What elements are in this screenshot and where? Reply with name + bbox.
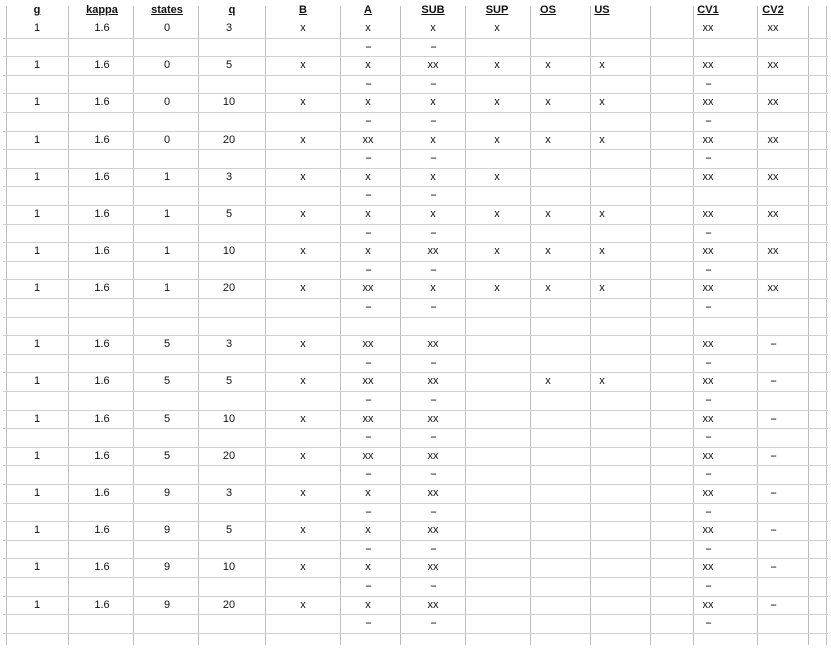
table-cell-b: x (300, 59, 306, 72)
table-cell-sub: -- (430, 226, 436, 239)
row-divider (3, 75, 828, 76)
table-cell-sup: x (494, 96, 500, 109)
table-cell-sub: x (430, 170, 436, 183)
table-cell-cv1: xx (702, 412, 714, 425)
table-cell-sub: -- (430, 40, 436, 53)
table-cell-cv1: -- (705, 542, 711, 555)
table-cell-q: 3 (225, 338, 233, 351)
table-cell-sup: x (494, 282, 500, 295)
table-cell-cv1: xx (702, 598, 714, 611)
table-cell-kappa: 1.6 (94, 561, 110, 574)
table-cell-states: 5 (163, 338, 171, 351)
column-divider (68, 6, 69, 645)
table-cell-a: xx (362, 338, 374, 351)
table-cell-cv2: -- (770, 412, 776, 425)
table-cell-states: 9 (163, 561, 171, 574)
row-divider (3, 279, 828, 280)
row-divider (3, 596, 828, 597)
table-cell-g: 1 (33, 561, 41, 574)
table-cell-b: x (300, 96, 306, 109)
table-cell-sub: -- (430, 77, 436, 90)
table-cell-states: 0 (163, 133, 171, 146)
row-divider (3, 614, 828, 615)
table-cell-us: x (599, 208, 605, 220)
table-cell-b: x (300, 561, 306, 574)
table-cell-states: 9 (163, 487, 171, 499)
column-divider (826, 6, 827, 645)
table-cell-g: 1 (33, 412, 41, 425)
table-cell-a: x (365, 245, 371, 258)
column-header-a: A (364, 4, 372, 16)
table-cell-b: x (300, 487, 306, 499)
table-cell-states: 9 (163, 524, 171, 537)
table-cell-os: x (545, 133, 551, 146)
table-cell-a: xx (362, 449, 374, 462)
table-cell-cv1: -- (705, 301, 711, 313)
table-cell-kappa: 1.6 (94, 412, 110, 425)
table-cell-cv1: xx (702, 282, 714, 295)
table-cell-os: x (545, 208, 551, 220)
table-cell-q: 5 (225, 524, 233, 537)
table-cell-sub: xx (427, 245, 439, 258)
table-cell-states: 1 (163, 245, 171, 258)
column-header-os: OS (540, 4, 556, 16)
table-cell-b: x (300, 22, 306, 34)
table-cell-g: 1 (33, 375, 41, 388)
table-cell-cv1: -- (705, 468, 711, 481)
row-divider (3, 131, 828, 132)
table-cell-kappa: 1.6 (94, 598, 110, 611)
row-divider (3, 298, 828, 299)
table-cell-cv2: -- (770, 487, 776, 499)
table-cell-q: 10 (222, 561, 236, 574)
table-cell-cv2: xx (767, 22, 779, 34)
table-cell-kappa: 1.6 (94, 96, 110, 109)
column-divider (693, 6, 694, 645)
table-cell-cv2: -- (770, 598, 776, 611)
row-divider (3, 484, 828, 485)
table-cell-a: x (365, 170, 371, 183)
table-cell-g: 1 (33, 338, 41, 351)
table-cell-g: 1 (33, 22, 41, 34)
column-divider (590, 6, 591, 645)
table-cell-sup: x (494, 208, 500, 220)
row-divider (3, 186, 828, 187)
table-cell-cv2: xx (767, 282, 779, 295)
row-divider (3, 261, 828, 262)
table-cell-sub: xx (427, 561, 439, 574)
table-cell-sub: -- (430, 431, 436, 444)
table-cell-a: -- (365, 542, 371, 555)
row-divider (3, 224, 828, 225)
table-cell-sub: -- (430, 580, 436, 592)
table-cell-kappa: 1.6 (94, 245, 110, 258)
table-cell-g: 1 (33, 598, 41, 611)
table-cell-a: -- (365, 263, 371, 276)
row-divider (3, 410, 828, 411)
table-cell-cv2: -- (770, 338, 776, 351)
row-divider (3, 112, 828, 113)
table-cell-sub: xx (427, 487, 439, 499)
table-cell-a: -- (365, 468, 371, 481)
table-cell-b: x (300, 338, 306, 351)
table-cell-sup: x (494, 170, 500, 183)
column-divider (757, 6, 758, 645)
table-cell-a: xx (362, 133, 374, 146)
table-cell-kappa: 1.6 (94, 375, 110, 388)
table-cell-q: 3 (225, 22, 233, 34)
column-header-cv2: CV2 (762, 4, 784, 16)
table-cell-us: x (599, 375, 605, 388)
table-cell-a: -- (365, 394, 371, 406)
table-cell-cv1: -- (705, 263, 711, 276)
table-cell-sup: x (494, 22, 500, 34)
table-cell-a: x (365, 561, 371, 574)
table-cell-cv1: xx (702, 59, 714, 72)
table-cell-sub: x (430, 133, 436, 146)
table-cell-q: 20 (222, 449, 236, 462)
row-divider (3, 93, 828, 94)
column-header-sub: SUB (421, 4, 445, 16)
table-cell-g: 1 (33, 96, 41, 109)
table-cell-states: 5 (163, 449, 171, 462)
table-cell-a: -- (365, 617, 371, 630)
table-cell-a: -- (365, 152, 371, 165)
table-cell-a: -- (365, 505, 371, 518)
table-cell-cv1: -- (705, 505, 711, 518)
table-cell-states: 1 (163, 170, 171, 183)
column-header-g: g (33, 4, 41, 16)
table-cell-b: x (300, 245, 306, 258)
row-divider (3, 558, 828, 559)
table-cell-q: 5 (225, 59, 233, 72)
row-divider (3, 38, 828, 39)
table-cell-states: 1 (163, 282, 171, 295)
row-divider (3, 428, 828, 429)
table-cell-sub: xx (427, 598, 439, 611)
column-divider (265, 6, 266, 645)
row-divider (3, 242, 828, 243)
table-cell-sub: xx (427, 59, 439, 72)
table-cell-a: x (365, 487, 371, 499)
column-divider (340, 6, 341, 645)
table-cell-sub: -- (430, 505, 436, 518)
column-header-us: US (594, 4, 610, 16)
table-cell-a: x (365, 22, 371, 34)
table-cell-cv1: xx (702, 375, 714, 388)
table-cell-kappa: 1.6 (94, 22, 110, 34)
table-cell-sub: x (430, 208, 436, 220)
table-cell-cv2: xx (767, 96, 779, 109)
table-cell-kappa: 1.6 (94, 170, 110, 183)
table-cell-sup: x (494, 245, 500, 258)
row-divider (3, 372, 828, 373)
table-cell-q: 10 (222, 412, 236, 425)
row-divider (3, 540, 828, 541)
table-cell-g: 1 (33, 133, 41, 146)
column-divider (530, 6, 531, 645)
table-cell-cv1: xx (702, 245, 714, 258)
table-cell-sub: xx (427, 338, 439, 351)
table-cell-a: x (365, 598, 371, 611)
table-cell-sub: -- (430, 617, 436, 630)
table-cell-kappa: 1.6 (94, 449, 110, 462)
table-cell-cv1: xx (702, 524, 714, 537)
row-divider (3, 521, 828, 522)
table-cell-q: 3 (225, 170, 233, 183)
row-divider (3, 391, 828, 392)
table-cell-cv2: -- (770, 561, 776, 574)
table-cell-sub: xx (427, 375, 439, 388)
column-divider (808, 6, 809, 645)
table-cell-a: -- (365, 40, 371, 53)
table-cell-cv1: xx (702, 133, 714, 146)
table-cell-g: 1 (33, 524, 41, 537)
table-cell-b: x (300, 133, 306, 146)
column-divider (400, 6, 401, 645)
column-header-states: states (151, 4, 183, 16)
row-divider (3, 633, 828, 634)
table-cell-a: x (365, 59, 371, 72)
table-cell-cv1: xx (702, 170, 714, 183)
row-divider (3, 149, 828, 150)
table-cell-sub: -- (430, 356, 436, 369)
table-cell-sub: xx (427, 524, 439, 537)
table-cell-b: x (300, 412, 306, 425)
table-cell-g: 1 (33, 245, 41, 258)
table-cell-cv1: xx (702, 22, 714, 34)
table-cell-us: x (599, 96, 605, 109)
table-cell-cv1: -- (705, 394, 711, 406)
table-cell-os: x (545, 59, 551, 72)
table-cell-a: x (365, 208, 371, 220)
row-divider (3, 447, 828, 448)
row-divider (3, 317, 828, 318)
table-cell-b: x (300, 208, 306, 220)
table-cell-q: 5 (225, 208, 233, 220)
table-cell-sub: -- (430, 301, 436, 313)
table-cell-cv2: xx (767, 208, 779, 220)
table-cell-b: x (300, 282, 306, 295)
table-cell-us: x (599, 245, 605, 258)
table-cell-kappa: 1.6 (94, 208, 110, 220)
column-header-kappa: kappa (86, 4, 118, 16)
table-cell-us: x (599, 59, 605, 72)
table-cell-cv2: xx (767, 170, 779, 183)
table-cell-kappa: 1.6 (94, 133, 110, 146)
column-divider (133, 6, 134, 645)
table-cell-sub: xx (427, 449, 439, 462)
table-cell-b: x (300, 598, 306, 611)
table-cell-cv1: -- (705, 152, 711, 165)
table-cell-cv2: xx (767, 59, 779, 72)
table-cell-q: 20 (222, 282, 236, 295)
table-cell-cv1: -- (705, 115, 711, 127)
table-cell-a: xx (362, 375, 374, 388)
table-cell-sub: x (430, 282, 436, 295)
table-cell-os: x (545, 282, 551, 295)
table-cell-cv1: xx (702, 208, 714, 220)
table-cell-cv1: xx (702, 561, 714, 574)
table-cell-os: x (545, 375, 551, 388)
table-cell-q: 5 (225, 375, 233, 388)
table-cell-kappa: 1.6 (94, 524, 110, 537)
column-header-sup: SUP (485, 4, 509, 16)
table-cell-os: x (545, 96, 551, 109)
table-cell-kappa: 1.6 (94, 338, 110, 351)
table-cell-a: -- (365, 189, 371, 202)
table-cell-os: x (545, 245, 551, 258)
table-cell-a: x (365, 524, 371, 537)
table-cell-sub: x (430, 96, 436, 109)
table-cell-sub: -- (430, 394, 436, 406)
table-cell-b: x (300, 375, 306, 388)
column-divider (198, 6, 199, 645)
table-cell-q: 3 (225, 487, 233, 499)
table-cell-sub: xx (427, 412, 439, 425)
column-header-cv1: CV1 (697, 4, 719, 16)
table-cell-states: 0 (163, 59, 171, 72)
column-divider (465, 6, 466, 645)
table-cell-a: -- (365, 226, 371, 239)
table-cell-sub: -- (430, 115, 436, 127)
table-cell-cv1: -- (705, 580, 711, 592)
row-divider (3, 354, 828, 355)
table-cell-sup: x (494, 133, 500, 146)
table-cell-states: 5 (163, 375, 171, 388)
table-cell-g: 1 (33, 170, 41, 183)
table-cell-a: -- (365, 580, 371, 592)
table-cell-cv1: xx (702, 449, 714, 462)
table-cell-us: x (599, 282, 605, 295)
table-cell-states: 9 (163, 598, 171, 611)
table-cell-cv1: xx (702, 487, 714, 499)
row-divider (3, 56, 828, 57)
row-divider (3, 503, 828, 504)
table-cell-cv2: xx (767, 245, 779, 258)
row-divider (3, 577, 828, 578)
column-header-q: q (228, 4, 236, 16)
table-cell-q: 20 (222, 133, 236, 146)
table-cell-g: 1 (33, 208, 41, 220)
table-cell-cv2: xx (767, 133, 779, 146)
table-cell-q: 10 (222, 96, 236, 109)
column-divider (6, 6, 7, 645)
table-cell-a: xx (362, 412, 374, 425)
table-cell-g: 1 (33, 282, 41, 295)
table-cell-cv1: -- (705, 226, 711, 239)
table-cell-cv1: -- (705, 431, 711, 444)
table-cell-kappa: 1.6 (94, 59, 110, 72)
table-cell-states: 1 (163, 208, 171, 220)
row-divider (3, 168, 828, 169)
table-cell-b: x (300, 524, 306, 537)
table-cell-states: 0 (163, 22, 171, 34)
table-cell-a: xx (362, 282, 374, 295)
table-cell-sub: x (430, 22, 436, 34)
table-cell-us: x (599, 133, 605, 146)
table-cell-cv1: xx (702, 96, 714, 109)
table-cell-states: 0 (163, 96, 171, 109)
table-cell-a: -- (365, 77, 371, 90)
table-cell-q: 20 (222, 598, 236, 611)
row-divider (3, 465, 828, 466)
table-cell-cv1: -- (705, 77, 711, 90)
table-cell-a: -- (365, 115, 371, 127)
table-cell-a: -- (365, 301, 371, 313)
table-cell-sub: -- (430, 468, 436, 481)
table-cell-cv1: -- (705, 617, 711, 630)
table-cell-a: x (365, 96, 371, 109)
table-cell-cv1: xx (702, 338, 714, 351)
table-cell-sub: -- (430, 263, 436, 276)
row-divider (3, 205, 828, 206)
table-cell-cv1: -- (705, 356, 711, 369)
column-header-b: B (299, 4, 307, 16)
table-cell-b: x (300, 170, 306, 183)
table-cell-sup: x (494, 59, 500, 72)
table-cell-states: 5 (163, 412, 171, 425)
table-cell-q: 10 (222, 245, 236, 258)
table-cell-a: -- (365, 431, 371, 444)
table-cell-b: x (300, 449, 306, 462)
table-cell-sub: -- (430, 189, 436, 202)
table-cell-sub: -- (430, 542, 436, 555)
table-cell-cv2: -- (770, 375, 776, 388)
column-divider (650, 6, 651, 645)
table-cell-g: 1 (33, 487, 41, 499)
table-cell-kappa: 1.6 (94, 487, 110, 499)
row-divider (3, 335, 828, 336)
table-cell-a: -- (365, 356, 371, 369)
table-cell-kappa: 1.6 (94, 282, 110, 295)
table-cell-sub: -- (430, 152, 436, 165)
table-cell-g: 1 (33, 449, 41, 462)
table-cell-cv2: -- (770, 524, 776, 537)
table-cell-g: 1 (33, 59, 41, 72)
table-cell-cv2: -- (770, 449, 776, 462)
